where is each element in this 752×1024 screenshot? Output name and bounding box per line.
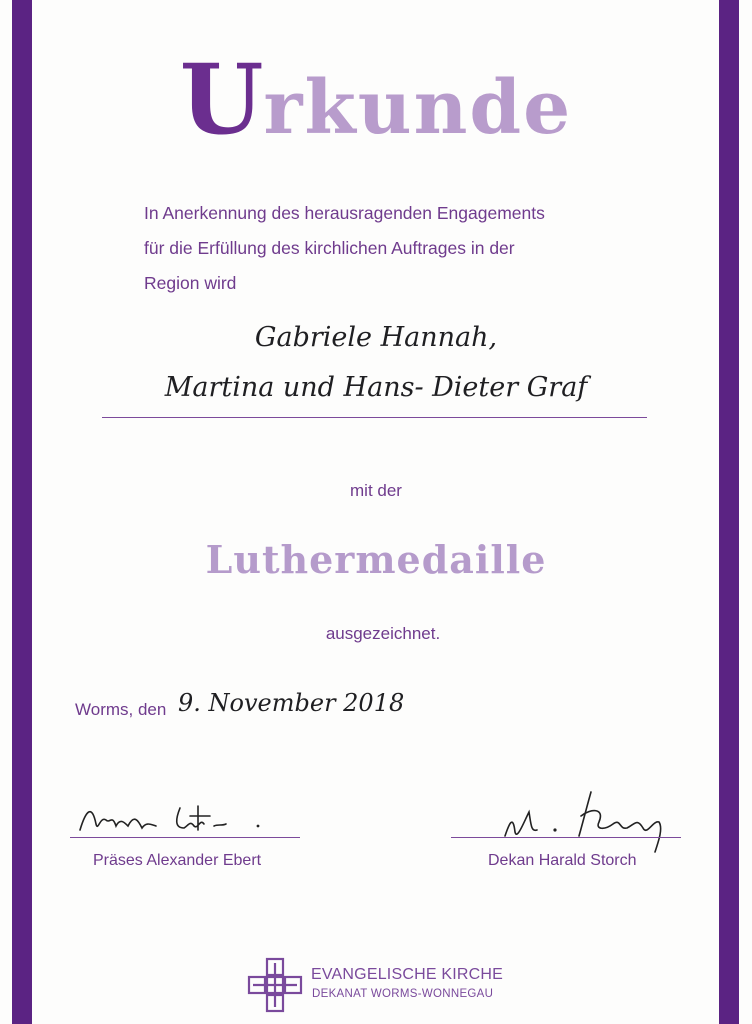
signature-line-left xyxy=(70,837,300,838)
signatory-ebert: Präses Alexander Ebert xyxy=(93,852,262,869)
deanery-name: DEKANAT WORMS-WONNEGAU xyxy=(312,988,494,1000)
organization-name: EVANGELISCHE KIRCHE xyxy=(311,966,503,983)
recipients-line-2: Martina und Hans- Dieter Graf xyxy=(164,372,588,403)
signature-ebert xyxy=(76,796,276,840)
awarded-text: ausgezeichnet. xyxy=(325,624,441,643)
intro-text xyxy=(144,196,644,301)
left-border-band xyxy=(12,0,32,1024)
medal-name: Luthermedaille xyxy=(205,537,547,582)
recipients-underline xyxy=(102,417,647,418)
title-rest: rkunde xyxy=(263,65,573,151)
signatory-storch: Dekan Harald Storch xyxy=(488,852,637,869)
signature-line-right xyxy=(451,837,681,838)
certificate-title xyxy=(0,43,752,156)
intro-line-3: Region wird xyxy=(144,273,237,293)
place-label: Worms, den xyxy=(75,700,167,719)
recipients-line-1: Gabriele Hannah, xyxy=(254,322,498,353)
with-the-text: mit der xyxy=(350,481,402,500)
intro-line-2: für die Erfüllung des kirchlichen Auftrages in der xyxy=(144,238,515,258)
right-border-band xyxy=(719,0,739,1024)
church-cross-logo-icon xyxy=(247,957,303,1013)
signature-storch xyxy=(495,784,685,854)
intro-line-1: In Anerkennung des herausragenden Engagements xyxy=(144,203,545,223)
title-initial: U xyxy=(179,43,264,156)
handwritten-date: 9. November 2018 xyxy=(178,689,405,717)
